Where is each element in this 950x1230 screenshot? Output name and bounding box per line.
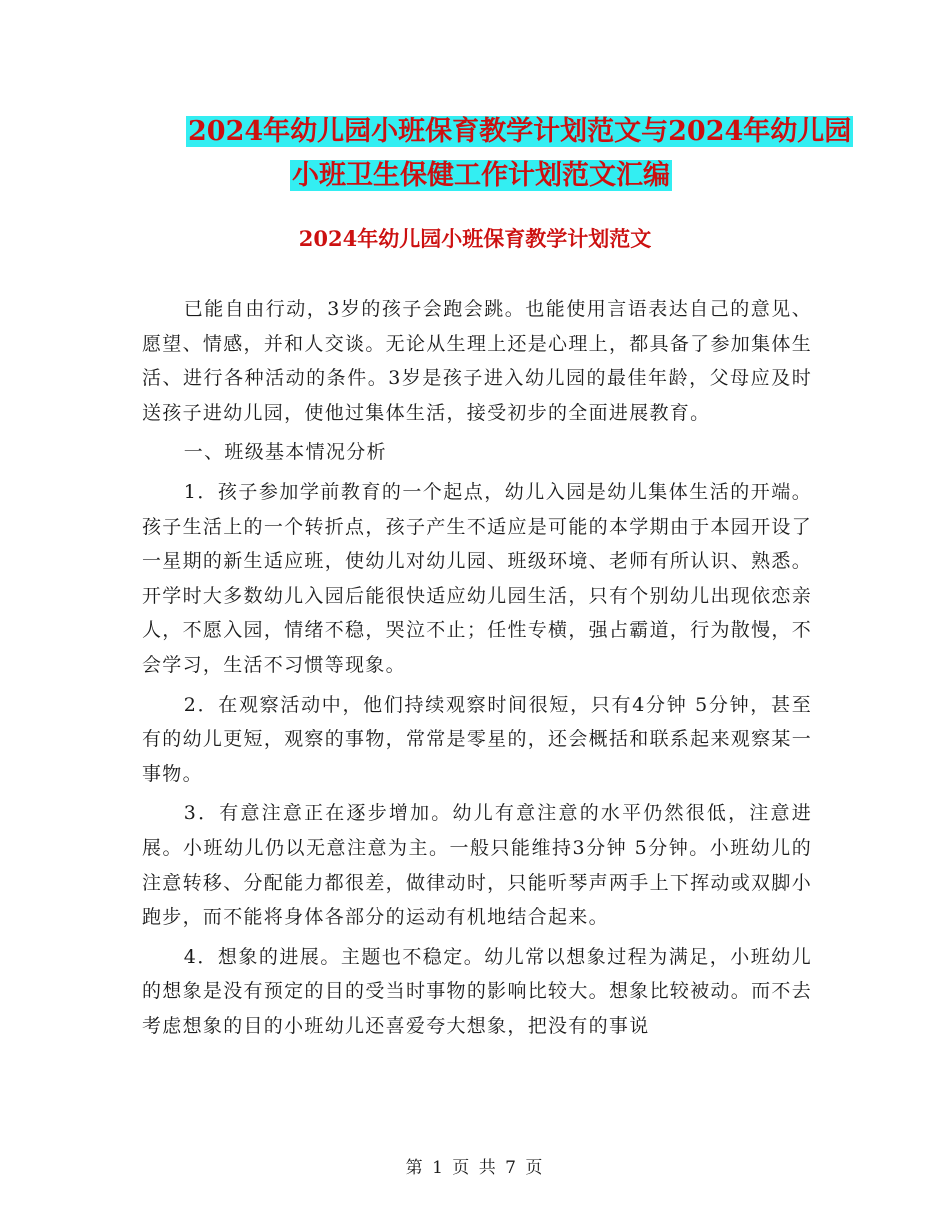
title-line-1: 2024年幼儿园小班保育教学计划范文与2024年幼儿园 [188, 116, 852, 147]
document-title [140, 110, 860, 198]
paragraph-item-4: 4．想象的进展。主题也不稳定。幼儿常以想象过程为满足，小班幼儿的想象是没有预定的目的受当时事物的影响比较大。想象比较被动。而不去考虑想象的目的小班幼儿还喜爱夸大想象，把没有的事说 [142, 945, 812, 1037]
page-footer: 第 1 页 共 7 页 [405, 1158, 545, 1178]
paragraph-item-1: 1．孩子参加学前教育的一个起点，幼儿入园是幼儿集体生活的开端。孩子生活上的一个转折点，孩子产生不适应是可能的本学期由于本园开设了一星期的新生适应班，使幼儿对幼儿园、班级环境、老师有所认识、熟悉。开学时大多数幼儿入园后能很快适应幼儿园生活，只有个别幼儿出现依恋亲人，不愿入园，情绪不稳，哭泣不止；任性专横，强占霸道，行为散慢，不会学习，生活不习惯等现象。 [142, 480, 812, 676]
title-line-2: 小班卫生保健工作计划范文汇编 [292, 160, 670, 191]
paragraph-heading-1: 一、班级基本情况分析 [183, 441, 387, 464]
paragraph-item-3: 3．有意注意正在逐步增加。幼儿有意注意的水平仍然很低，注意进展。小班幼儿仍以无意注意为主。一般只能维持3分钟 5分钟。小班幼儿的注意转移、分配能力都很差，做律动时，只能听琴声两手上下挥动或双脚小跑步，而不能将身体各部分的运动有机地结合起来。 [142, 802, 812, 929]
paragraph-item-2: 2．在观察活动中，他们持续观察时间很短，只有4分钟 5分钟，甚至有的幼儿更短，观察的事物，常常是零星的，还会概括和联系起来观察某一事物。 [142, 693, 812, 785]
paragraph-intro: 已能自由行动，3岁的孩子会跑会跳。也能使用言语表达自己的意见、愿望、情感，并和人交谈。无论从生理上还是心理上，都具备了参加集体生活、进行各种活动的条件。3岁是孩子进入幼儿园的最佳年龄，父母应及时送孩子进幼儿园，使他过集体生活，接受初步的全面进展教育。 [142, 298, 812, 424]
section-title: 2024年幼儿园小班保育教学计划范文 [298, 226, 652, 251]
document-body [142, 292, 812, 1048]
